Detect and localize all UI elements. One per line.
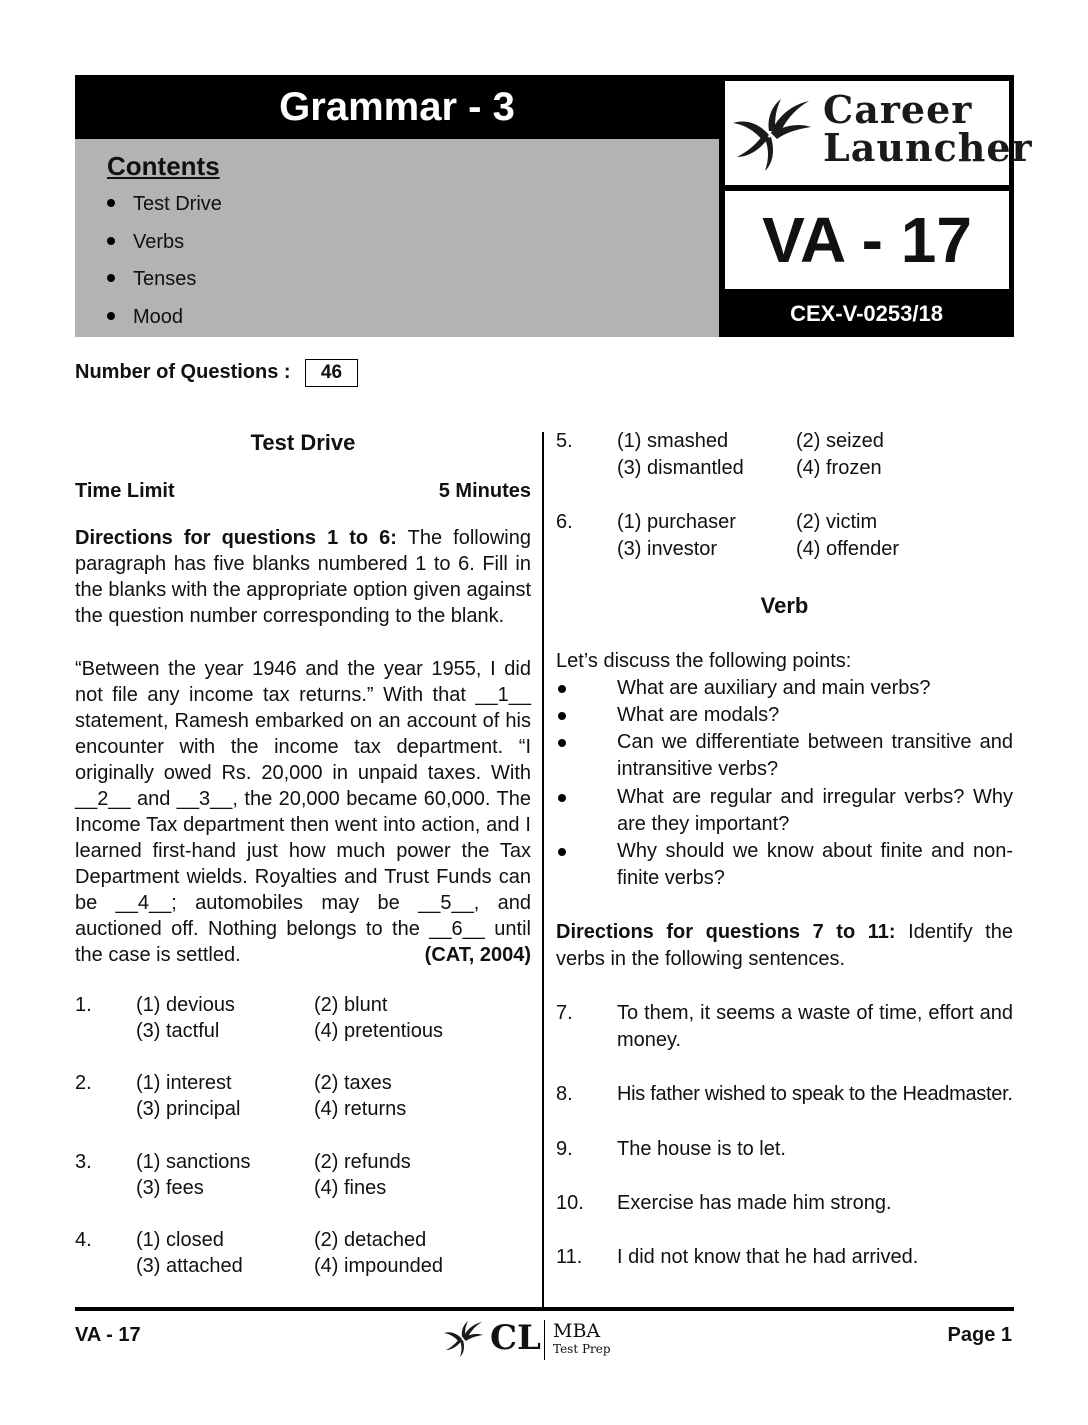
column-divider xyxy=(542,432,544,1308)
swirl-logo-icon xyxy=(729,93,813,173)
bullet-icon xyxy=(558,685,566,693)
option: (2) victim xyxy=(796,511,878,533)
logo-wordmark: Career Launcher xyxy=(823,87,1033,170)
questions-count-value: 46 xyxy=(305,359,358,387)
option: (4) fines xyxy=(314,1177,387,1199)
option: (4) offender xyxy=(796,538,900,560)
option: (1) devious xyxy=(136,994,235,1016)
bullet-icon xyxy=(107,237,115,245)
contents-item-tenses: Tenses xyxy=(107,268,196,291)
footer-brand: CL xyxy=(490,1318,541,1358)
option: (4) returns xyxy=(314,1098,407,1120)
section-heading-verb: Verb xyxy=(760,593,809,618)
option: (3) tactful xyxy=(136,1020,220,1042)
option: (2) seized xyxy=(796,430,884,452)
directions-q7-11: Directions for questions 7 to 11: Identify the verbs in the following sentences. xyxy=(556,921,1013,970)
footer-separator xyxy=(544,1320,545,1360)
verb-intro: Let’s discuss the following points: xyxy=(556,650,852,672)
module-code: VA - 17 xyxy=(725,191,1009,289)
question-number: 1. xyxy=(75,994,92,1016)
footer-test-prep: Test Prep xyxy=(553,1342,611,1356)
contents-item-verbs: Verbs xyxy=(107,231,184,254)
option: (3) investor xyxy=(617,538,718,560)
question-number: 5. xyxy=(556,430,573,452)
question-number: 2. xyxy=(75,1072,92,1094)
bullet-icon xyxy=(558,848,566,856)
bullet-icon xyxy=(107,312,115,320)
option: (1) closed xyxy=(136,1229,224,1251)
footer-mba: MBA xyxy=(553,1320,601,1342)
option: (2) refunds xyxy=(314,1151,411,1173)
option: (2) blunt xyxy=(314,994,388,1016)
option: (1) sanctions xyxy=(136,1151,251,1173)
option: (3) fees xyxy=(136,1177,204,1199)
page-title: Grammar - 3 xyxy=(75,75,719,139)
contents-item-test-drive: Test Drive xyxy=(107,193,222,216)
option: (2) detached xyxy=(314,1229,427,1251)
reference-code: CEX-V-0253/18 xyxy=(790,301,943,326)
passage-source: (CAT, 2004) xyxy=(424,944,531,966)
passage: “Between the year 1946 and the year 1955, I did not file any income tax returns.” With that __1__ statement, Ramesh embarked on an account of his encounter with the income tax department. “I originally owed Rs. 20,000 in unpaid taxes. With __2__ and __3__, the 20,000 became 60,000. The Income Tax department then went into action, and I learned first-hand just how much power the Tax Department wields. Royalties and Trust Funds can be __4__; automobiles may be __5__, and auctioned off. Nothing belongs to the __6__ until the case is settled. (CAT, 2004) xyxy=(75,658,531,966)
option: (3) dismantled xyxy=(617,457,744,479)
option: (2) taxes xyxy=(314,1072,392,1094)
contents-item-mood: Mood xyxy=(107,306,183,329)
time-limit-value: 5 Minutes xyxy=(438,480,531,502)
question-number: 3. xyxy=(75,1151,92,1173)
footer-module-code: VA - 17 xyxy=(75,1324,141,1346)
option: (1) purchaser xyxy=(617,511,736,533)
questions-count-label: Number of Questions : xyxy=(75,361,291,383)
option: (4) impounded xyxy=(314,1255,443,1277)
bullet-icon xyxy=(558,712,566,720)
time-limit-label: Time Limit xyxy=(75,480,175,502)
option: (4) frozen xyxy=(796,457,882,479)
option: (3) principal xyxy=(136,1098,241,1120)
option: (3) attached xyxy=(136,1255,243,1277)
option: (1) interest xyxy=(136,1072,232,1094)
directions-q1-6: Directions for questions 1 to 6: The following paragraph has five blanks numbered 1 to 6. Fill in the blanks with the appropriate option given against the question number corresponding to the blank. xyxy=(75,527,531,627)
page-number: Page 1 xyxy=(947,1324,1012,1346)
option: (4) pretentious xyxy=(314,1020,443,1042)
bullet-icon xyxy=(107,274,115,282)
contents-panel xyxy=(75,139,719,337)
section-heading-test-drive: Test Drive xyxy=(250,430,356,455)
contents-heading: Contents xyxy=(107,151,220,181)
bullet-icon xyxy=(558,794,566,802)
question-number: 6. xyxy=(556,511,573,533)
bullet-icon xyxy=(107,199,115,207)
bullet-icon xyxy=(558,739,566,747)
footer-rule xyxy=(75,1307,1014,1311)
option: (1) smashed xyxy=(617,430,729,452)
career-launcher-logo xyxy=(725,81,1033,185)
question-number: 4. xyxy=(75,1229,92,1251)
swirl-logo-icon xyxy=(440,1318,486,1358)
